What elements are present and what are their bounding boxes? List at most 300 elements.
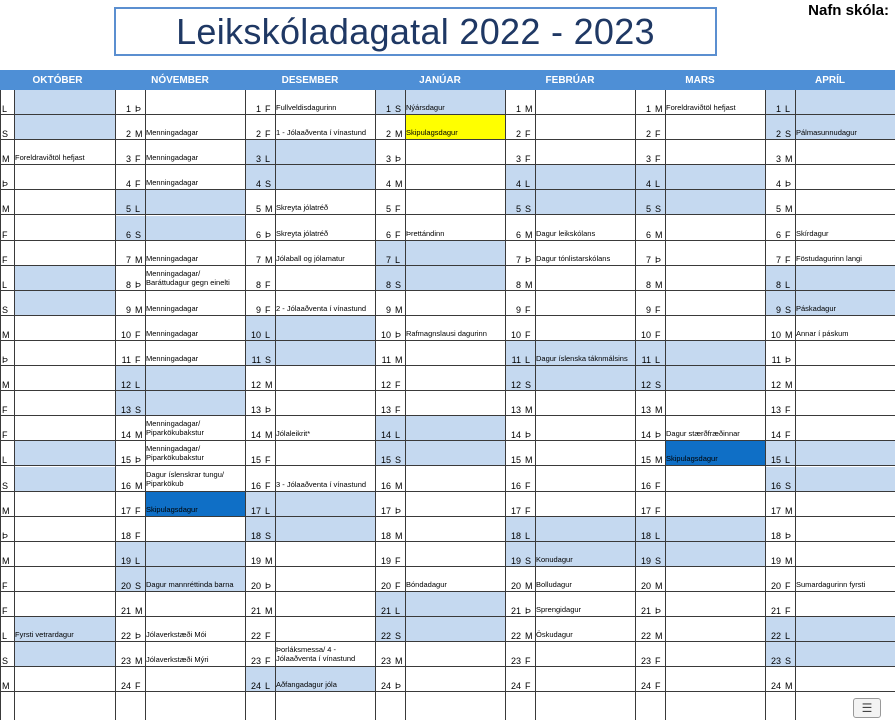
- event-text: Jólaball og jólamatur: [276, 253, 345, 263]
- event-text: [665, 190, 765, 214]
- event-text: [665, 517, 765, 541]
- event-text: [14, 291, 115, 315]
- day-number: 1: [765, 90, 783, 114]
- weekday-letter: F: [395, 580, 401, 591]
- weekday-letter: M: [2, 329, 10, 340]
- day-number: 20: [510, 580, 521, 591]
- grid-line: [375, 90, 376, 720]
- day-number: 8: [255, 279, 261, 290]
- event-text: [665, 316, 765, 340]
- event-text: [665, 542, 765, 566]
- weekday-letter: L: [653, 517, 665, 541]
- event-text: Foreldraviðtöl hefjast: [15, 153, 85, 163]
- day-number: 17: [380, 505, 391, 516]
- day-number: 12: [115, 366, 133, 390]
- event-text: 1 - Jólaaðventa í vínastund: [276, 128, 367, 138]
- day-number: 23: [120, 656, 131, 667]
- weekday-letter: L: [393, 592, 405, 616]
- day-number: 24: [510, 681, 521, 692]
- day-number: 23: [510, 656, 521, 667]
- weekday-letter: F: [2, 580, 8, 591]
- event-text: [535, 90, 635, 114]
- weekday-letter: M: [525, 104, 533, 114]
- event-text: [795, 140, 895, 164]
- event-text: Dagur íslenska táknmálsins: [535, 341, 635, 365]
- weekday-letter: M: [135, 254, 143, 265]
- weekday-letter: M: [2, 681, 10, 692]
- weekday-letter: M: [785, 505, 793, 516]
- calendar-row: [0, 642, 895, 667]
- weekday-letter: F: [265, 279, 271, 290]
- weekday-letter: M: [655, 631, 663, 642]
- calendar-row: [0, 190, 895, 215]
- weekday-letter: F: [2, 254, 8, 265]
- weekday-letter: M: [395, 480, 403, 491]
- weekday-letter: S: [2, 480, 9, 491]
- event-text: [795, 642, 895, 666]
- day-number: 9: [515, 304, 521, 315]
- weekday-letter: F: [525, 480, 531, 491]
- weekday-letter: S: [523, 542, 535, 566]
- day-number: 2: [645, 129, 651, 140]
- weekday-letter: F: [135, 154, 141, 165]
- weekday-letter: Þ: [2, 530, 9, 541]
- event-text: [795, 391, 895, 415]
- weekday-letter: Þ: [395, 329, 402, 340]
- day-number: 15: [640, 455, 651, 466]
- day-number: 3: [775, 154, 781, 165]
- month-header: APRÍL: [765, 70, 895, 90]
- weekday-letter: F: [785, 229, 791, 240]
- event-text: Menningadagar: [146, 253, 199, 263]
- event-text: [665, 291, 765, 315]
- event-text: [14, 592, 115, 616]
- event-text: [405, 467, 505, 491]
- day-number: 10: [510, 329, 521, 340]
- event-text: [405, 140, 505, 164]
- weekday-letter: F: [525, 681, 531, 692]
- grid-line: [115, 90, 116, 720]
- day-number: 3: [385, 154, 391, 165]
- day-number: 17: [640, 505, 651, 516]
- grid-line: [765, 90, 766, 720]
- day-number: 4: [505, 165, 523, 189]
- event-text: Þorláksmessa/ 4 - Jólaaðventa í vínastund: [276, 645, 356, 664]
- event-text: [275, 266, 375, 290]
- day-number: 7: [255, 254, 261, 265]
- day-number: 3: [515, 154, 521, 165]
- event-text: [275, 441, 375, 465]
- weekday-letter: M: [2, 154, 10, 165]
- calendar-row: [0, 542, 895, 567]
- weekday-letter: L: [133, 190, 145, 214]
- weekday-letter: M: [265, 204, 273, 215]
- day-number: 19: [380, 555, 391, 566]
- weekday-letter: M: [525, 631, 533, 642]
- day-number: 5: [635, 190, 653, 214]
- calendar-row: [0, 567, 895, 592]
- day-number: 10: [380, 329, 391, 340]
- event-text: [535, 517, 635, 541]
- event-text: Skírdagur: [796, 228, 829, 238]
- weekday-letter: S: [393, 90, 405, 114]
- event-text: Foreldraviðtöl hefjast: [666, 103, 736, 112]
- weekday-letter: Þ: [525, 606, 532, 616]
- day-number: 16: [765, 467, 783, 491]
- calendar-row: [0, 90, 895, 115]
- event-text: [665, 165, 765, 189]
- list-icon[interactable]: ☰: [853, 698, 881, 718]
- month-header: DESEMBER: [245, 70, 375, 90]
- event-text: [665, 642, 765, 666]
- month-header: NÓVEMBER: [115, 70, 245, 90]
- weekday-letter: S: [2, 656, 9, 667]
- day-number: 22: [375, 617, 393, 641]
- event-text: [275, 567, 375, 591]
- weekday-letter: M: [655, 279, 663, 290]
- weekday-letter: S: [393, 617, 405, 641]
- weekday-letter: S: [783, 642, 795, 666]
- day-number: 24: [640, 681, 651, 692]
- calendar-row: [0, 115, 895, 140]
- day-number: 11: [121, 355, 131, 365]
- grid-line: [245, 90, 246, 720]
- day-number: 14: [120, 430, 131, 441]
- day-number: 8: [645, 279, 651, 290]
- event-text: Bóndadagur: [406, 579, 447, 589]
- day-number: 18: [635, 517, 653, 541]
- calendar-row: [0, 316, 895, 341]
- weekday-letter: M: [265, 606, 273, 616]
- event-text: [795, 90, 895, 114]
- event-text: [665, 115, 765, 139]
- weekday-letter: S: [393, 441, 405, 465]
- event-text: [795, 441, 895, 465]
- day-number: 22: [120, 631, 131, 642]
- weekday-letter: F: [525, 154, 531, 165]
- page-title: Leikskóladagatal 2022 - 2023: [176, 10, 655, 52]
- month-header: OKTÓBER: [0, 70, 115, 90]
- day-number: 18: [770, 530, 781, 541]
- weekday-letter: L: [263, 140, 275, 164]
- weekday-letter: S: [2, 129, 9, 140]
- weekday-letter: F: [265, 480, 271, 491]
- day-number: 14: [770, 430, 781, 441]
- event-text: Konudagur: [535, 542, 635, 566]
- day-number: 9: [125, 304, 131, 315]
- weekday-letter: L: [263, 492, 275, 516]
- weekday-letter: M: [525, 279, 533, 290]
- weekday-letter: M: [265, 254, 273, 265]
- day-number: 12: [380, 380, 391, 391]
- event-text: [405, 492, 505, 516]
- event-text: [535, 266, 635, 290]
- day-number: 21: [375, 592, 393, 616]
- grid-line: [275, 90, 276, 720]
- event-text: [275, 341, 375, 365]
- event-text: Þrettándinn: [406, 228, 445, 238]
- day-number: 5: [115, 190, 133, 214]
- calendar-row: [0, 492, 895, 517]
- event-text: 3 - Jólaaðventa í vínastund: [276, 479, 367, 489]
- day-number: 21: [640, 606, 651, 616]
- day-number: 1: [515, 104, 521, 114]
- event-text: [14, 165, 115, 189]
- day-number: 8: [765, 266, 783, 290]
- calendar-row: [0, 341, 895, 366]
- weekday-letter: M: [785, 154, 793, 165]
- event-text: Menningadagar: [146, 354, 199, 363]
- day-number: 14: [375, 416, 393, 440]
- event-text: [14, 190, 115, 214]
- day-number: 12: [770, 380, 781, 391]
- event-text: Öskudagur: [536, 630, 573, 640]
- weekday-letter: F: [655, 505, 661, 516]
- day-number: 21: [250, 606, 261, 616]
- event-text: Sumardagurinn fyrsti: [796, 579, 866, 589]
- event-text: Menningadagar: [146, 178, 199, 188]
- day-number: 13: [640, 405, 651, 416]
- event-text: [665, 391, 765, 415]
- event-text: [14, 642, 115, 666]
- weekday-letter: L: [783, 266, 795, 290]
- day-number: 22: [250, 631, 261, 642]
- day-number: 4: [385, 179, 391, 190]
- weekday-letter: S: [523, 366, 535, 390]
- event-text: [535, 115, 635, 139]
- day-number: 24: [770, 681, 781, 692]
- weekday-letter: M: [785, 329, 793, 340]
- event-text: [535, 291, 635, 315]
- day-number: 6: [385, 229, 391, 240]
- weekday-letter: F: [395, 380, 401, 391]
- weekday-letter: S: [523, 190, 535, 214]
- weekday-letter: F: [395, 229, 401, 240]
- weekday-letter: S: [133, 216, 145, 240]
- weekday-letter: Þ: [2, 179, 9, 190]
- event-text: [795, 592, 895, 616]
- weekday-letter: F: [135, 530, 141, 541]
- event-text: [665, 266, 765, 290]
- weekday-letter: F: [525, 505, 531, 516]
- day-number: 16: [250, 480, 261, 491]
- day-number: 11: [381, 355, 391, 365]
- event-text: [405, 266, 505, 290]
- day-number: 1: [375, 90, 393, 114]
- weekday-letter: M: [395, 530, 403, 541]
- event-text: [405, 366, 505, 390]
- event-text: [405, 542, 505, 566]
- event-text: [795, 416, 895, 440]
- event-text: Menningadagar: [146, 303, 199, 313]
- event-text: [665, 366, 765, 390]
- weekday-letter: F: [135, 329, 141, 340]
- event-text: [275, 316, 375, 340]
- day-number: 1: [125, 104, 131, 114]
- weekday-letter: Þ: [135, 455, 142, 466]
- day-number: 22: [510, 631, 521, 642]
- day-number: 6: [515, 229, 521, 240]
- day-number: 7: [375, 241, 393, 265]
- event-text: [535, 667, 635, 691]
- weekday-letter: S: [653, 190, 665, 214]
- day-number: 24: [245, 667, 263, 691]
- event-text: [14, 441, 115, 465]
- event-text: Menningadagar: [146, 153, 199, 163]
- event-text: Páskadagur: [795, 291, 895, 315]
- day-number: 14: [510, 430, 521, 441]
- weekday-letter: S: [2, 304, 9, 315]
- calendar-row: [0, 617, 895, 642]
- weekday-letter: Þ: [135, 279, 142, 290]
- event-text: [795, 366, 895, 390]
- event-text: [405, 667, 505, 691]
- day-number: 20: [115, 567, 133, 591]
- weekday-letter: S: [263, 165, 275, 189]
- weekday-letter: L: [133, 366, 145, 390]
- weekday-letter: Þ: [395, 681, 402, 692]
- event-text: [145, 542, 245, 566]
- day-number: 12: [635, 366, 653, 390]
- event-text: Dagur íslenskrar tungu/ Piparkökub: [146, 469, 224, 488]
- day-number: 10: [640, 329, 651, 340]
- day-number: 15: [375, 441, 393, 465]
- grid-line: [0, 90, 1, 720]
- day-number: 2: [515, 129, 521, 140]
- weekday-letter: L: [2, 279, 8, 290]
- day-number: 6: [645, 229, 651, 240]
- event-text: [405, 441, 505, 465]
- weekday-letter: F: [655, 329, 661, 340]
- event-text: [14, 467, 115, 491]
- day-number: 23: [250, 656, 261, 667]
- event-text: [795, 617, 895, 641]
- calendar-row: [0, 366, 895, 391]
- day-number: 11: [505, 341, 523, 365]
- month-header: MARS: [635, 70, 765, 90]
- calendar-row: [0, 592, 895, 617]
- event-text: [145, 667, 245, 691]
- day-number: 20: [250, 580, 261, 591]
- day-number: 2: [125, 129, 131, 140]
- weekday-letter: F: [2, 430, 8, 441]
- event-text: [275, 617, 375, 641]
- day-number: 9: [645, 304, 651, 315]
- weekday-letter: F: [135, 355, 141, 365]
- weekday-letter: M: [395, 355, 403, 365]
- event-text: [145, 391, 245, 415]
- weekday-letter: F: [135, 179, 141, 190]
- weekday-letter: M: [525, 405, 533, 416]
- weekday-letter: S: [263, 517, 275, 541]
- day-number: 23: [765, 642, 783, 666]
- event-text: [405, 190, 505, 214]
- calendar-row: [0, 517, 895, 542]
- event-text: [535, 416, 635, 440]
- grid-line: [405, 90, 406, 720]
- event-text: Skreyta jólatréð: [276, 203, 329, 213]
- day-number: 5: [255, 204, 261, 215]
- weekday-letter: M: [785, 380, 793, 391]
- weekday-letter: S: [653, 542, 665, 566]
- weekday-letter: S: [393, 266, 405, 290]
- event-text: [795, 341, 895, 365]
- event-text: Pálmasunnudagur: [795, 115, 895, 139]
- event-text: Dagur tónlistarskólans: [536, 253, 611, 263]
- event-text: [665, 140, 765, 164]
- weekday-letter: S: [133, 391, 145, 415]
- weekday-letter: M: [135, 304, 143, 315]
- event-text: [275, 366, 375, 390]
- day-number: 19: [505, 542, 523, 566]
- day-number: 12: [505, 366, 523, 390]
- weekday-letter: F: [655, 129, 661, 140]
- weekday-letter: L: [393, 241, 405, 265]
- weekday-letter: S: [783, 115, 795, 139]
- weekday-letter: F: [785, 405, 791, 416]
- event-text: [14, 90, 115, 114]
- event-text: Menningadagar/ Baráttudagur gegn einelti: [146, 268, 230, 287]
- calendar-row: [0, 241, 895, 266]
- day-number: 8: [125, 279, 131, 290]
- day-number: 20: [640, 580, 651, 591]
- calendar-row: [0, 391, 895, 416]
- weekday-letter: F: [655, 480, 661, 491]
- weekday-letter: M: [655, 455, 663, 466]
- event-text: [795, 492, 895, 516]
- event-text: [275, 492, 375, 516]
- event-text: [795, 667, 895, 691]
- event-text: Dagur leikskólans: [536, 228, 596, 238]
- event-text: Fyrsti vetrardagur: [14, 617, 115, 641]
- event-text: Skipulagsdagur: [145, 492, 245, 516]
- day-number: 1: [255, 104, 261, 114]
- weekday-letter: L: [523, 517, 535, 541]
- event-text: [14, 416, 115, 440]
- weekday-letter: Þ: [785, 355, 792, 365]
- day-number: 9: [385, 304, 391, 315]
- weekday-letter: S: [783, 291, 795, 315]
- weekday-letter: Þ: [265, 580, 272, 591]
- weekday-letter: F: [265, 304, 271, 315]
- grid-line: [795, 90, 796, 720]
- day-number: 10: [245, 316, 263, 340]
- day-number: 24: [380, 681, 391, 692]
- day-number: 24: [120, 681, 131, 692]
- day-number: 20: [380, 580, 391, 591]
- event-text: [14, 366, 115, 390]
- weekday-letter: L: [263, 316, 275, 340]
- weekday-letter: F: [2, 405, 8, 416]
- event-text: [535, 140, 635, 164]
- event-text: Bolludagur: [536, 579, 572, 589]
- day-number: 4: [125, 179, 131, 190]
- event-text: Nýársdagur: [405, 90, 505, 114]
- event-text: [405, 391, 505, 415]
- weekday-letter: M: [265, 380, 273, 391]
- weekday-letter: Þ: [525, 254, 532, 265]
- weekday-letter: Þ: [265, 229, 272, 240]
- weekday-letter: M: [525, 229, 533, 240]
- weekday-letter: L: [653, 165, 665, 189]
- event-text: [145, 366, 245, 390]
- day-number: 22: [765, 617, 783, 641]
- event-text: Menningadagar/ Piparkökubakstur: [146, 419, 204, 438]
- weekday-letter: S: [783, 467, 795, 491]
- day-number: 13: [380, 405, 391, 416]
- event-text: [14, 241, 115, 265]
- event-text: [14, 341, 115, 365]
